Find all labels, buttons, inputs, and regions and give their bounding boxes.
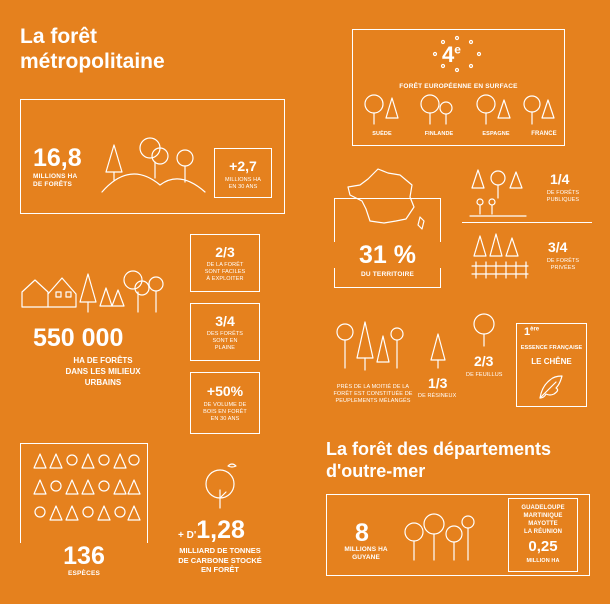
urban-label-2: DANS LES MILIEUX (65, 367, 141, 376)
mixed-l3: PEUPLEMENTS MÉLANGÉS (335, 398, 411, 404)
carbon-l1: MILLIARD DE TONNES (179, 546, 261, 555)
carbon-prefix: + D' (178, 530, 197, 541)
plain-l3: PLAINE (214, 345, 236, 351)
easy-l2: SONT FACILES (204, 269, 246, 275)
public-private-divider (462, 222, 592, 223)
oak-rank-number: 1 (524, 326, 531, 338)
town-trees-icon (20, 262, 170, 322)
public-value: 1/4 (550, 171, 570, 187)
wood-value: +50% (206, 383, 244, 399)
islands-label (508, 504, 578, 536)
urban-value: 550 000 (33, 324, 124, 352)
islands-l1: GUADELOUPE (521, 505, 565, 511)
leaf-label: DE FEUILLUS (466, 372, 503, 378)
islands-l2: MARTINIQUE (523, 513, 563, 519)
country-trees-icon (362, 92, 557, 127)
carbon-l2: DE CARBONE STOCKÉ (178, 555, 262, 565)
mixed-l1: PRÈS DE LA MOITIÉ DE LA (336, 384, 410, 390)
plain-l1: DES FORÊTS (206, 331, 244, 337)
urban-label-1: HA DE FORÊTS (73, 356, 133, 365)
country-france: FRANCE (531, 131, 557, 137)
growth-label-1: MILLIONS HA (225, 177, 261, 183)
islands-unit: MILLION HA (526, 558, 560, 564)
growth-label (214, 177, 272, 191)
public-forest-icon (468, 168, 528, 218)
mixed-l2: FORÊT EST CONSTITUÉE DE (333, 391, 413, 397)
mixed-label (318, 384, 428, 405)
surface-value: 16,8 (33, 144, 82, 172)
private-l1: DE FORÊTS (546, 258, 580, 264)
mixed-forest-icon (335, 318, 405, 378)
private-value: 3/4 (548, 239, 568, 255)
private-l2: PRIVÉES (550, 265, 576, 271)
public-label (532, 190, 594, 204)
surface-label-1: MILLIONS HA (33, 173, 78, 180)
wood-label (190, 402, 260, 423)
guyane-l2: GUYANE (352, 554, 380, 561)
carbon-label (170, 546, 270, 575)
territory-label: DU TERRITOIRE (360, 271, 415, 278)
country-finland: FINLANDE (424, 131, 454, 137)
easy-value: 2/3 (215, 244, 235, 260)
carbon-value: 1,28 (196, 516, 245, 544)
public-l1: DE FORÊTS (546, 190, 580, 196)
oak-rank-sup: ère (530, 326, 540, 333)
oak-rank (524, 326, 539, 338)
growth-label-2: EN 30 ANS (228, 184, 258, 190)
guyane-l1: MILLIONS HA (344, 546, 388, 553)
wood-l2: BOIS EN FORÊT (203, 409, 247, 415)
easy-l1: DE LA FORÊT (206, 262, 244, 268)
tropical-trees-icon (402, 510, 482, 565)
private-forest-icon (470, 232, 530, 282)
islands-l4: LA RÉUNION (523, 529, 563, 535)
europe-rank-sup: e (454, 42, 461, 57)
overseas-title-line1: La forêt des départements (326, 439, 552, 459)
overseas-title-line2: d'outre-mer (326, 461, 426, 481)
urban-label-3: URBAINS (84, 378, 122, 387)
easy-l3: À EXPLOITER (206, 276, 244, 282)
oak-l1: ESSENCE FRANÇAISE (520, 345, 583, 351)
wood-l1: DE VOLUME DE (203, 402, 247, 408)
leaf-value: 2/3 (474, 353, 494, 369)
private-label (532, 258, 594, 272)
carbon-l3: EN FORÊT (201, 565, 239, 574)
europe-rank (442, 42, 461, 68)
resin-label: DE RÉSINEUX (418, 393, 457, 399)
deciduous-icon (472, 312, 496, 348)
easy-label (190, 262, 260, 283)
oak-l2: LE CHÊNE (531, 357, 572, 366)
europe-rank-number: 4 (442, 42, 455, 67)
country-spain: ESPAGNE (482, 131, 510, 137)
hills-trees-icon (100, 130, 210, 200)
conifer-icon (428, 332, 448, 372)
islands-value: 0,25 (528, 538, 558, 555)
overseas-title (326, 438, 551, 482)
surface-label (33, 173, 77, 189)
oak-leaf-icon (536, 372, 566, 402)
species-label: ESPÈCES (67, 570, 101, 577)
surface-label-2: DE FORÊTS (33, 181, 72, 188)
metro-title (20, 24, 165, 74)
growth-value: +2,7 (229, 158, 257, 174)
guyane-value: 8 (355, 519, 369, 547)
europe-label: FORÊT EUROPÉENNE EN SURFACE (399, 83, 518, 90)
islands-l3: MAYOTTE (528, 521, 558, 527)
carbon-value-wrap (178, 516, 245, 545)
france-map-icon (340, 165, 430, 235)
country-sweden: SUÈDE (372, 131, 392, 137)
resin-value: 1/3 (428, 375, 448, 391)
plain-label (190, 331, 260, 352)
public-l2: PUBLIQUES (546, 197, 580, 203)
species-value: 136 (20, 543, 148, 569)
territory-value: 31 % (334, 242, 441, 268)
metro-title-line1: La forêt (20, 25, 98, 48)
tree-bird-icon (202, 460, 242, 510)
guyane-label (336, 546, 396, 562)
urban-label (33, 355, 173, 388)
metro-title-line2: métropolitaine (20, 50, 165, 73)
wood-l3: EN 30 ANS (210, 416, 240, 422)
many-trees-icon (32, 452, 140, 547)
plain-value: 3/4 (215, 313, 235, 329)
plain-l2: SONT EN (212, 338, 238, 344)
